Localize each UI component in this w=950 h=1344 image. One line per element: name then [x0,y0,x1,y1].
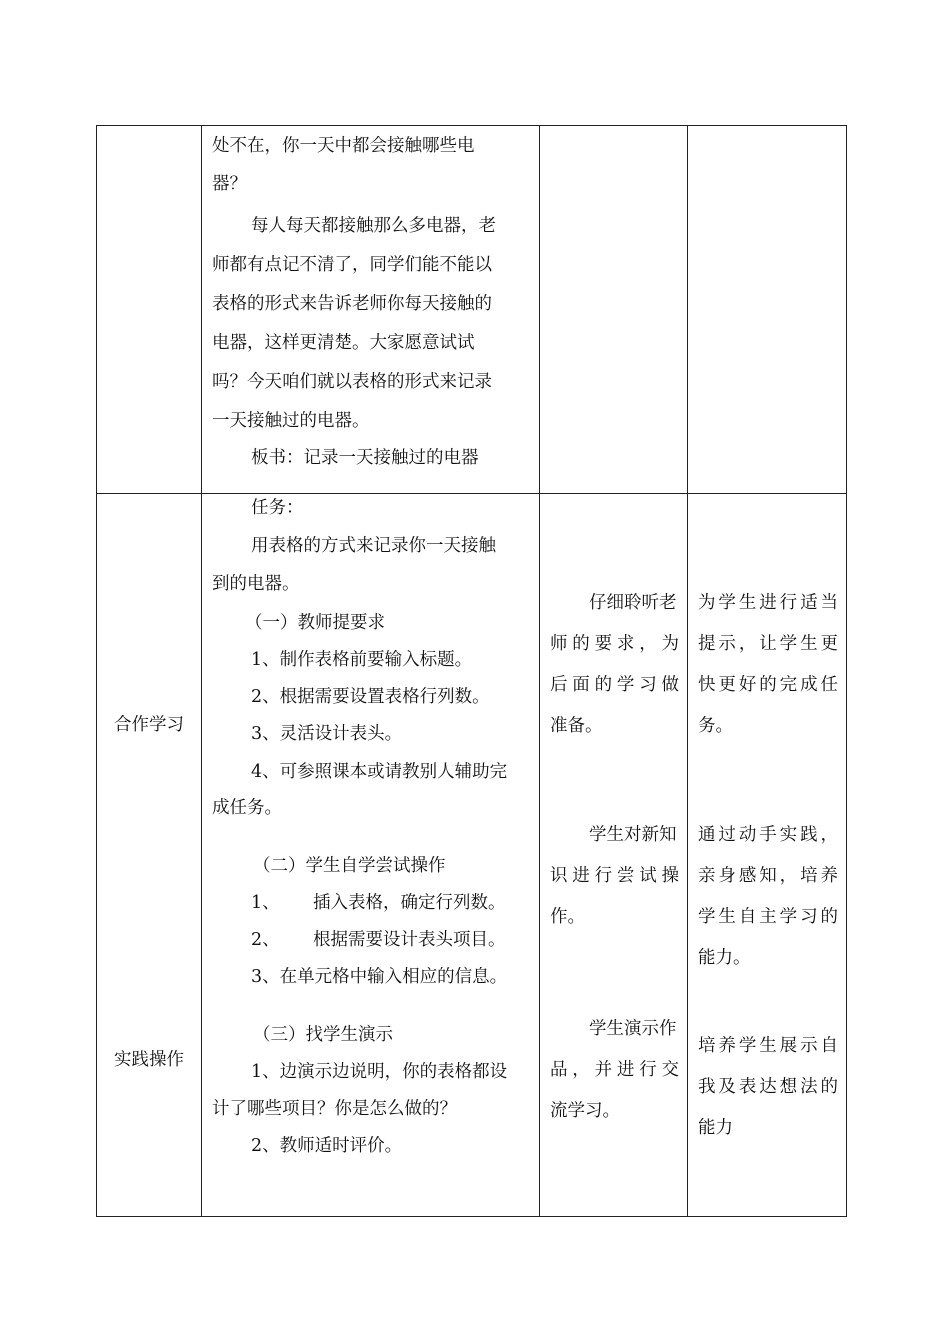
text-line: 亲身感知，培养 [698,866,838,886]
content-line: 电器，这样更清楚。大家愿意试试 [212,333,475,353]
student-activity-cell [540,494,688,1217]
stage-cell-empty [97,126,202,494]
stage-label-cooperative: 合作学习 [114,715,184,735]
text-line: 学生对新知 [589,825,677,845]
text-line: 快更好的完成任 [698,675,838,695]
list-item: 3、在单元格中输入相应的信息。 [251,967,508,987]
stage-label-practice: 实践操作 [114,1050,184,1070]
text-line: 师的要求，为 [550,634,679,654]
text-line: 学生自主学习的 [698,907,838,927]
text-line: 我及表达想法的 [698,1077,838,1097]
text-line: 品，并进行交 [550,1060,679,1080]
student-activity-block [540,1016,687,1139]
list-item: 3、灵活设计表头。 [251,724,403,744]
text-line: 为学生进行适当 [698,593,838,613]
table-row [97,494,847,1217]
design-intent-cell-empty [688,126,847,494]
student-activity-block [540,590,687,754]
text-line: 能力 [698,1118,733,1138]
content-line: 每人每天都接触那么多电器，老 [251,216,496,236]
blackboard-line: 板书：记录一天接触过的电器 [251,448,479,468]
task-label: 任务： [251,498,304,518]
list-item: 计了哪些项目？你是怎么做的？ [212,1099,457,1119]
text-line: 流学习。 [550,1101,620,1121]
list-item: 成任务。 [212,798,282,818]
design-intent-block [688,822,846,986]
text-line: 后面的学习做 [550,675,679,695]
text-line: 能力。 [698,948,751,968]
student-activity-block [540,822,687,945]
text-line: 作。 [550,907,585,927]
task-line: 到的电器。 [212,574,300,594]
text-line: 学生演示作 [589,1019,677,1039]
stage-cell [97,494,202,1217]
list-item: 2、教师适时评价。 [251,1136,403,1156]
content-line: 一天接触过的电器。 [212,411,370,431]
lesson-plan-table [96,125,847,1217]
section-title: （一）教师提要求 [245,613,385,633]
list-item: 2、 根据需要设计表头项目。 [251,930,506,950]
text-line: 通过动手实践， [698,825,838,845]
student-activity-cell-empty [540,126,688,494]
section-title: （三）找学生演示 [253,1025,393,1045]
content-line: 师都有点记不清了，同学们能不能以 [212,255,492,275]
design-intent-cell [688,494,847,1217]
list-item: 2、根据需要设置表格行列数。 [251,687,490,707]
text-line: 培养学生展示自 [698,1036,838,1056]
content-line: 表格的形式来告诉老师你每天接触的 [212,294,492,314]
task-line: 用表格的方式来记录你一天接触 [251,536,496,556]
content-line: 处不在，你一天中都会接触哪些电 [212,136,475,156]
teacher-activity-cell [202,126,540,494]
content-line: 吗？今天咱们就以表格的形式来记录 [212,372,492,392]
content-line: 器？ [212,174,247,194]
text-line: 仔细聆听老 [589,593,677,613]
teacher-activity-cell [202,494,540,1217]
design-intent-block [688,590,846,754]
text-line: 提示，让学生更 [698,634,838,654]
section-title: （二）学生自学尝试操作 [253,856,446,876]
design-intent-block [688,1033,846,1156]
text-line: 准备。 [550,716,603,736]
text-line: 识进行尝试操 [550,866,679,886]
list-item: 1、制作表格前要输入标题。 [251,650,473,670]
table-row [97,126,847,494]
list-item: 1、边演示边说明，你的表格都设 [251,1062,508,1082]
list-item: 1、 插入表格，确定行列数。 [251,893,506,913]
list-item: 4、可参照课本或请教别人辅助完 [251,762,508,782]
text-line: 务。 [698,716,733,736]
